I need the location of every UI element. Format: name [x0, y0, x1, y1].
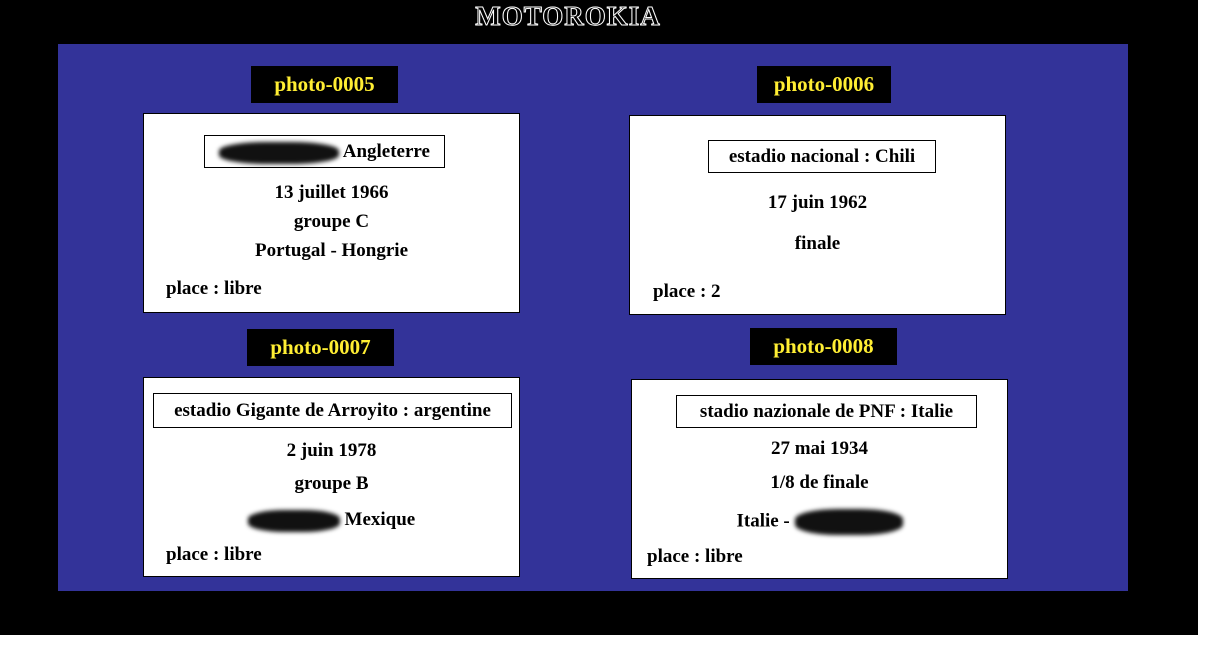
match-date: 2 juin 1978: [286, 440, 377, 461]
venue-box: estadio Gigante de Arroyito : argentine: [153, 393, 512, 428]
photo-label: photo-0006: [757, 66, 891, 103]
match-date: 13 juillet 1966: [274, 182, 389, 203]
match-teams: Portugal - Hongrie: [254, 240, 409, 261]
page-title: MOTOROKIA: [475, 1, 661, 31]
ticket-card: [143, 113, 520, 313]
venue-box: Angleterre: [204, 135, 445, 168]
match-teams: Italie -: [632, 509, 1007, 535]
venue-box: stadio nazionale de PNF : Italie: [676, 395, 977, 428]
match-date: 27 mai 1934: [770, 438, 869, 459]
ticket-card: [629, 115, 1006, 315]
ticket-card: [631, 379, 1008, 579]
seat-place: place : 2: [653, 281, 721, 302]
seat-place: place : libre: [647, 546, 743, 567]
ticket-card: [143, 377, 520, 577]
redacted-blur: [795, 509, 903, 535]
redacted-blur: [248, 510, 340, 532]
match-date: 17 juin 1962: [767, 192, 868, 213]
match-stage: groupe B: [294, 473, 369, 494]
match-teams: Mexique: [144, 509, 519, 532]
seat-place: place : libre: [166, 544, 262, 565]
venue-box: estadio nacional : Chili: [708, 140, 936, 173]
match-stage: 1/8 de finale: [770, 472, 869, 493]
photo-label: photo-0005: [251, 66, 398, 103]
photo-label: photo-0007: [247, 329, 394, 366]
seat-place: place : libre: [166, 278, 262, 299]
redacted-blur: [219, 142, 339, 164]
match-stage: groupe C: [293, 211, 370, 232]
photo-label: photo-0008: [750, 328, 897, 365]
match-stage: finale: [794, 233, 841, 254]
